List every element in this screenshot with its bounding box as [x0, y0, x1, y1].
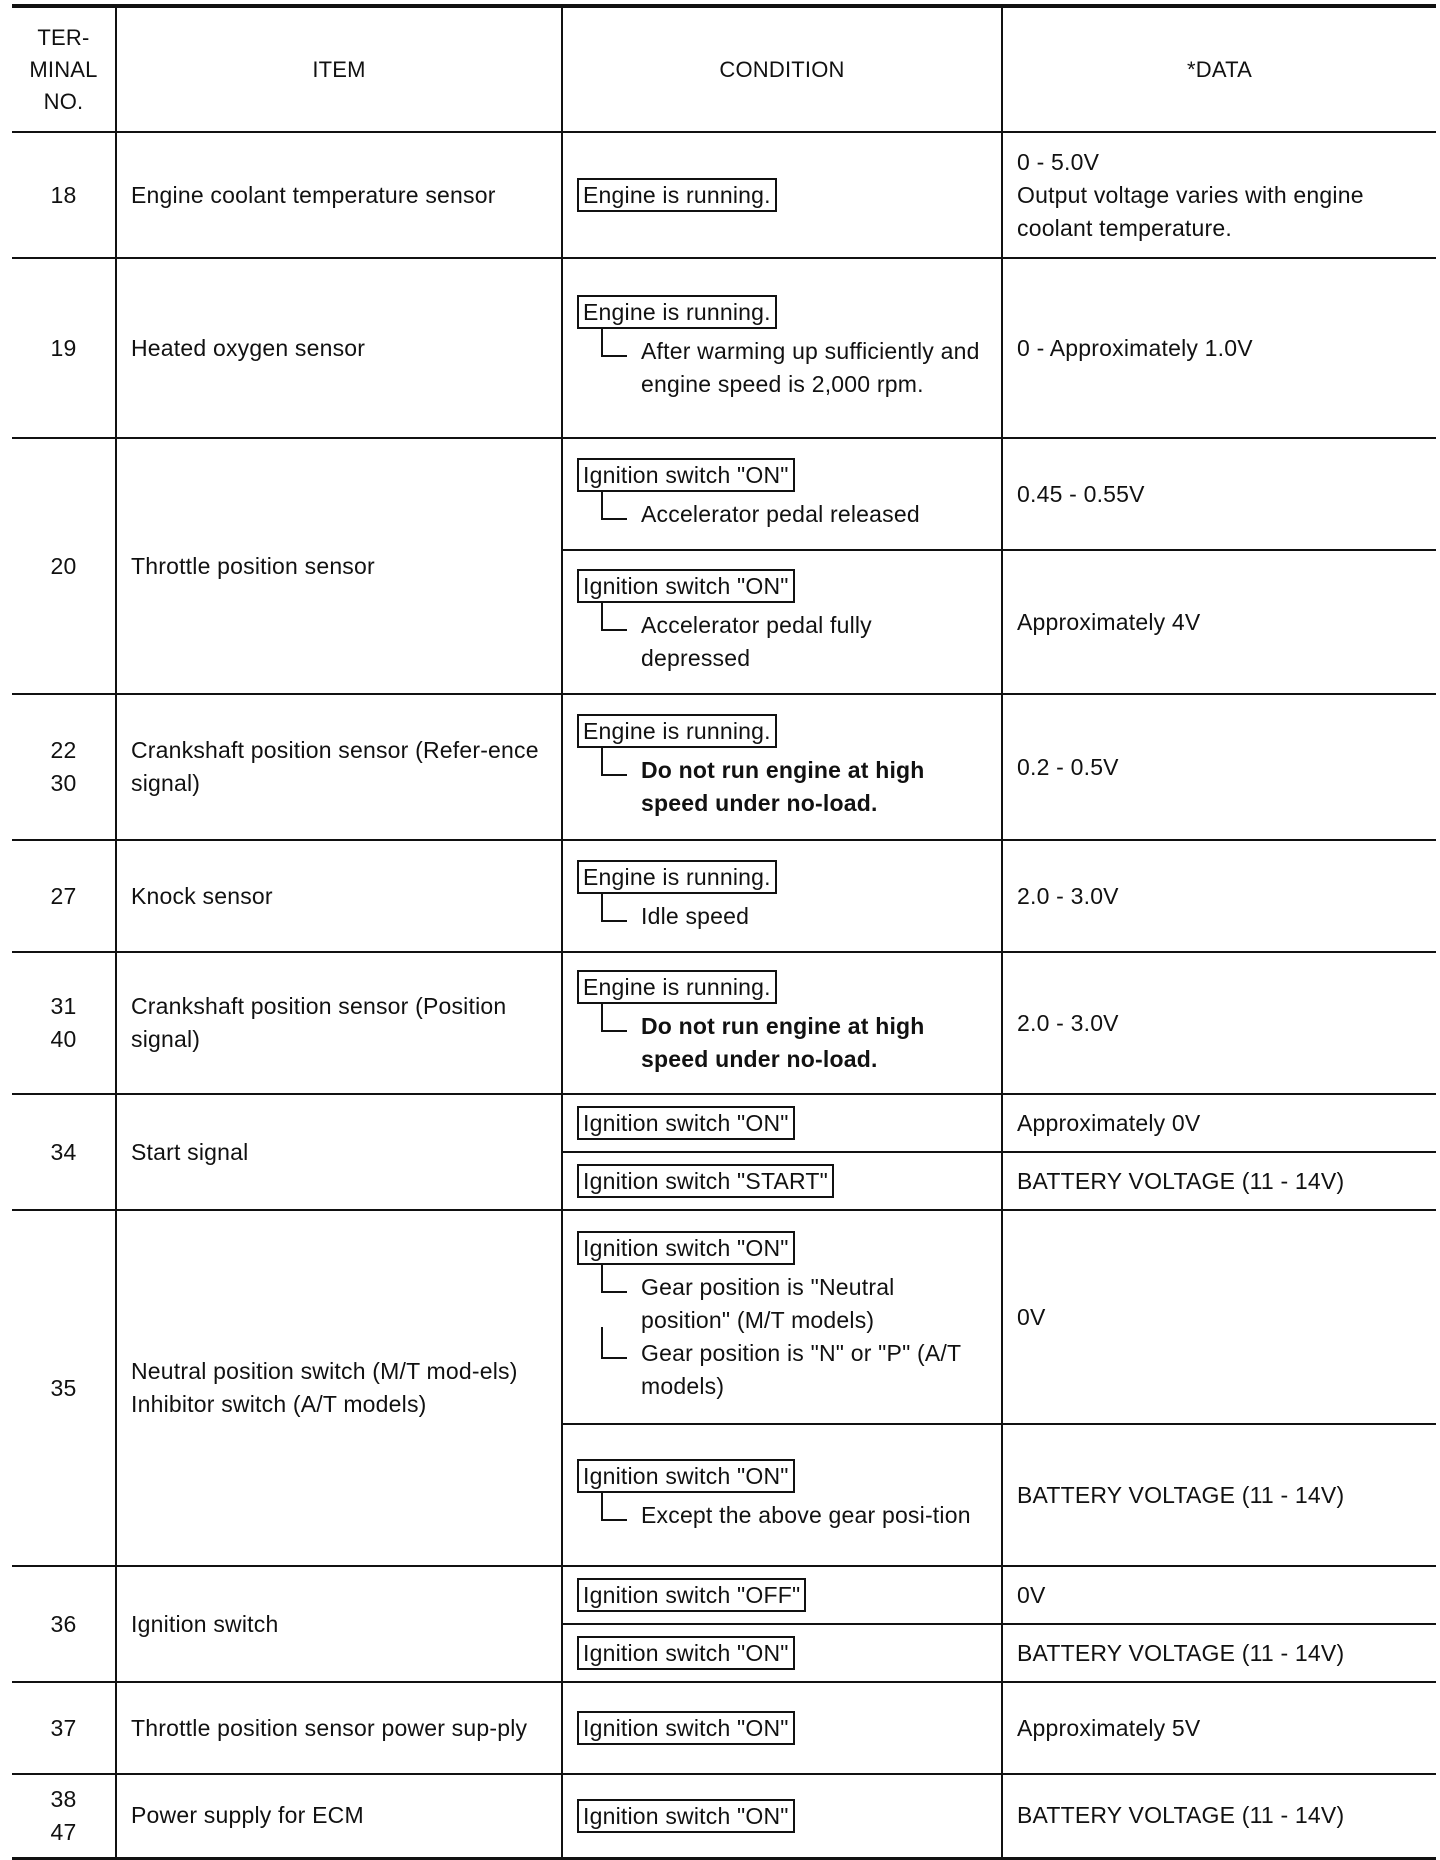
condition-subitem: Gear position is "Neutral position" (M/T models): [601, 1271, 987, 1337]
condition-subitem: Idle speed: [601, 900, 987, 933]
terminal-number: 20: [12, 438, 116, 694]
item-name: Throttle position sensor: [116, 438, 562, 694]
terminal-line: 38: [50, 1785, 77, 1812]
header-terminal-no: [12, 6, 116, 132]
condition-subitem: After warming up sufficiently and engine speed is 2,000 rpm.: [601, 335, 987, 401]
data-value: 0 - 5.0V: [1017, 148, 1100, 175]
terminal-line: 40: [50, 1026, 77, 1052]
condition-warning: Do not run engine at high speed under no-load.: [601, 754, 987, 820]
condition-box: Ignition switch "ON": [577, 1711, 795, 1745]
item-line: Inhibitor switch (A/T models): [131, 1391, 427, 1417]
condition-warning: Do not run engine at high speed under no-load.: [601, 1010, 987, 1076]
item-name: Crankshaft position sensor (Refer-ence signal): [116, 694, 562, 840]
terminal-line: 22: [50, 737, 77, 763]
ecm-terminal-table: [12, 4, 1436, 1860]
condition-cell: [562, 694, 1002, 840]
table-row: [12, 694, 1436, 840]
data-cell: 2.0 - 3.0V: [1002, 952, 1436, 1094]
table-row: [12, 438, 1436, 550]
data-cell: 0.2 - 0.5V: [1002, 694, 1436, 840]
table-row: [12, 132, 1436, 258]
condition-cell: [562, 1152, 1002, 1210]
data-cell: 0.45 - 0.55V: [1002, 438, 1436, 550]
header-item: ITEM: [116, 6, 562, 132]
table-row: [12, 258, 1436, 438]
condition-cell: [562, 1094, 1002, 1152]
condition-cell: [562, 1624, 1002, 1682]
terminal-line: 30: [50, 770, 77, 796]
table-row: [12, 840, 1436, 952]
condition-cell: [562, 258, 1002, 438]
item-name: Power supply for ECM: [116, 1774, 562, 1858]
condition-box: Ignition switch "ON": [577, 1231, 795, 1265]
table-row: [12, 952, 1436, 1094]
data-cell: 2.0 - 3.0V: [1002, 840, 1436, 952]
data-cell: Approximately 0V: [1002, 1094, 1436, 1152]
condition-box: Engine is running.: [577, 714, 777, 748]
condition-cell: [562, 1682, 1002, 1774]
terminal-number: [12, 952, 116, 1094]
condition-box: Ignition switch "ON": [577, 1459, 795, 1493]
header-data: *DATA: [1002, 6, 1436, 132]
condition-box: Ignition switch "ON": [577, 1799, 795, 1833]
item-name: Knock sensor: [116, 840, 562, 952]
condition-box: Ignition switch "ON": [577, 458, 795, 492]
item-name: Throttle position sensor power sup-ply: [116, 1682, 562, 1774]
condition-box: Engine is running.: [577, 970, 777, 1004]
terminal-number: 34: [12, 1094, 116, 1210]
terminal-number: 18: [12, 132, 116, 258]
data-cell: BATTERY VOLTAGE (11 - 14V): [1002, 1774, 1436, 1858]
data-cell: 0V: [1002, 1566, 1436, 1624]
condition-cell: [562, 1566, 1002, 1624]
terminal-number: 35: [12, 1210, 116, 1566]
item-name: Start signal: [116, 1094, 562, 1210]
table-row: [12, 1094, 1436, 1152]
item-name: Crankshaft position sensor (Position signal): [116, 952, 562, 1094]
header-row: [12, 6, 1436, 132]
condition-subitem: Except the above gear posi-tion: [601, 1499, 987, 1532]
condition-subitem: Accelerator pedal released: [601, 498, 987, 531]
terminal-number: [12, 1774, 116, 1858]
condition-cell: [562, 952, 1002, 1094]
condition-box: Engine is running.: [577, 860, 777, 894]
condition-box: Ignition switch "START": [577, 1164, 834, 1198]
table-row: [12, 1774, 1436, 1858]
header-condition: CONDITION: [562, 6, 1002, 132]
data-cell: BATTERY VOLTAGE (11 - 14V): [1002, 1624, 1436, 1682]
item-name: Ignition switch: [116, 1566, 562, 1682]
condition-subitem: Gear position is "N" or "P" (A/T models): [601, 1337, 987, 1403]
header-terminal-line: NO.: [43, 88, 84, 114]
table-row: [12, 1566, 1436, 1624]
condition-cell: [562, 132, 1002, 258]
condition-box: Ignition switch "ON": [577, 1636, 795, 1670]
condition-cell: [562, 550, 1002, 694]
item-name: Engine coolant temperature sensor: [116, 132, 562, 258]
item-name: Heated oxygen sensor: [116, 258, 562, 438]
item-line: Neutral position switch (M/T mod-els): [131, 1358, 518, 1384]
condition-cell: [562, 840, 1002, 952]
condition-subitem: Accelerator pedal fully depressed: [601, 609, 987, 675]
item-name: [116, 1210, 562, 1566]
data-cell: BATTERY VOLTAGE (11 - 14V): [1002, 1424, 1436, 1566]
data-note: Output voltage varies with engine coolant temperature.: [1017, 181, 1364, 241]
condition-cell: [562, 1210, 1002, 1424]
table-row: [12, 1210, 1436, 1424]
terminal-number: 19: [12, 258, 116, 438]
header-terminal-line: MINAL: [29, 56, 98, 82]
data-cell: 0V: [1002, 1210, 1436, 1424]
condition-box: Ignition switch "OFF": [577, 1578, 806, 1612]
condition-cell: [562, 1424, 1002, 1566]
condition-cell: [562, 438, 1002, 550]
data-cell: Approximately 5V: [1002, 1682, 1436, 1774]
condition-box: Ignition switch "ON": [577, 1106, 795, 1140]
terminal-number: [12, 694, 116, 840]
data-cell: BATTERY VOLTAGE (11 - 14V): [1002, 1152, 1436, 1210]
condition-cell: [562, 1774, 1002, 1858]
data-cell: 0 - Approximately 1.0V: [1002, 258, 1436, 438]
condition-box: Ignition switch "ON": [577, 569, 795, 603]
terminal-line: 47: [50, 1818, 77, 1845]
terminal-number: 27: [12, 840, 116, 952]
terminal-line: 31: [50, 993, 77, 1019]
terminal-number: 36: [12, 1566, 116, 1682]
header-terminal-line: TER-: [37, 24, 90, 50]
data-cell: Approximately 4V: [1002, 550, 1436, 694]
condition-box: Engine is running.: [577, 178, 777, 212]
terminal-number: 37: [12, 1682, 116, 1774]
data-cell: [1002, 132, 1436, 258]
condition-box: Engine is running.: [577, 295, 777, 329]
table-row: [12, 1682, 1436, 1774]
